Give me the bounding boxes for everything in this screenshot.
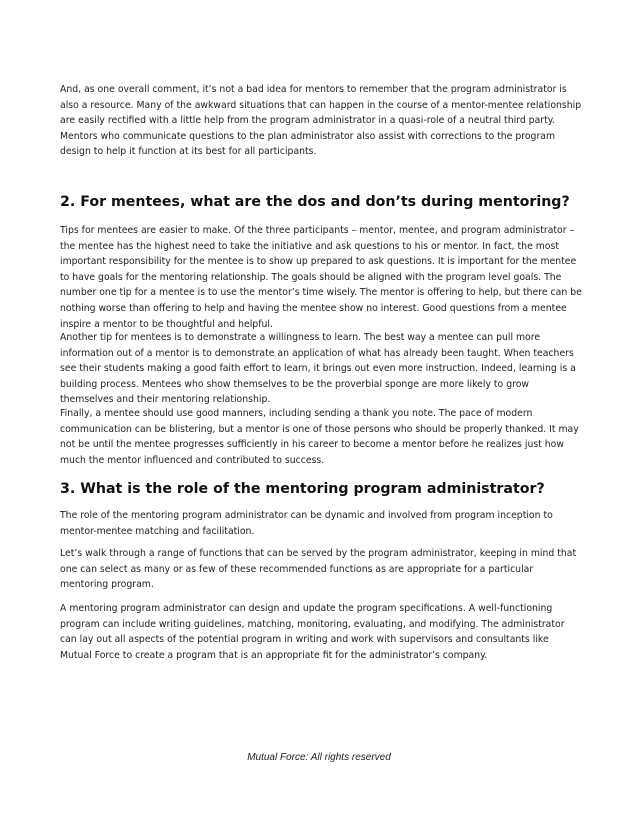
section-3-paragraph-1: The role of the mentoring program administrator can be dynamic and involved from program inception to mentor-mentee matching and facilitation. <box>60 510 553 537</box>
section-3-heading: 3. What is the role of the mentoring program administrator? <box>60 481 545 497</box>
section-3-paragraph-3: A mentoring program administrator can design and update the program specifications. A well-functioning program can include writing guidelines, matching, monitoring, evaluating, and modifying. The administrator can lay out all aspects of the potential program in writing and work with supervisors and consultants like Mutual Force to create a program that is an appropriate fit for the administrator’s company. <box>60 603 565 661</box>
footer-copyright: Mutual Force: All rights reserved <box>247 752 391 763</box>
section-3-paragraph-2: Let’s walk through a range of functions that can be served by the program administrator, keeping in mind that one can select as many or as few of these recommended functions as are appropriate for a particular mentoring program. <box>60 548 577 591</box>
section-2-paragraph-3: Finally, a mentee should use good manners, including sending a thank you note. The pace of modern communication can be blistering, but a mentor is one of those persons who should be properly thanked. It may not be until the mentee progresses sufficiently in his career to become a mentor before he realizes just how much the mentor influenced and contributed to success. <box>60 408 579 466</box>
section-2-heading: 2. For mentees, what are the dos and don’ts during mentoring? <box>60 194 570 210</box>
section-2-paragraph-2: Another tip for mentees is to demonstrate a willingness to learn. The best way a mentee can pull more information out of a mentor is to demonstrate an application of what has already been taught. When teachers see their students making a good faith effort to learn, it brings out even more instruction. Indeed, learning is a building process. Mentees who show themselves to be the proverbial sponge are more likely to grow themselves and their mentoring relationship. <box>60 332 576 406</box>
document-page <box>60 0 582 826</box>
intro-paragraph: And, as one overall comment, it’s not a bad idea for mentors to remember that the program administrator is also a resource. Many of the awkward situations that can happen in the course of a mentor-mentee relationship are easily rectified with a little help from the program administrator in a quasi-role of a neutral third party. Mentors who communicate questions to the plan administrator also assist with corrections to the program design to help it function at its best for all participants. <box>60 84 582 158</box>
section-2-paragraph-1: Tips for mentees are easier to make. Of the three participants – mentor, mentee, and program administrator – the mentee has the highest need to take the initiative and ask questions to his or mentor. In fact, the most important responsibility for the mentee is to show up prepared to ask questions. It is important for the mentee to have goals for the mentoring relationship. The goals should be aligned with the program level goals. The number one tip for a mentee is to use the mentor’s time wisely. The mentor is offering to help, but there can be nothing worse than offering to help and having the mentee show no interest. Good questions from a mentee inspire a mentor to be thoughtful and helpful. <box>60 225 582 330</box>
